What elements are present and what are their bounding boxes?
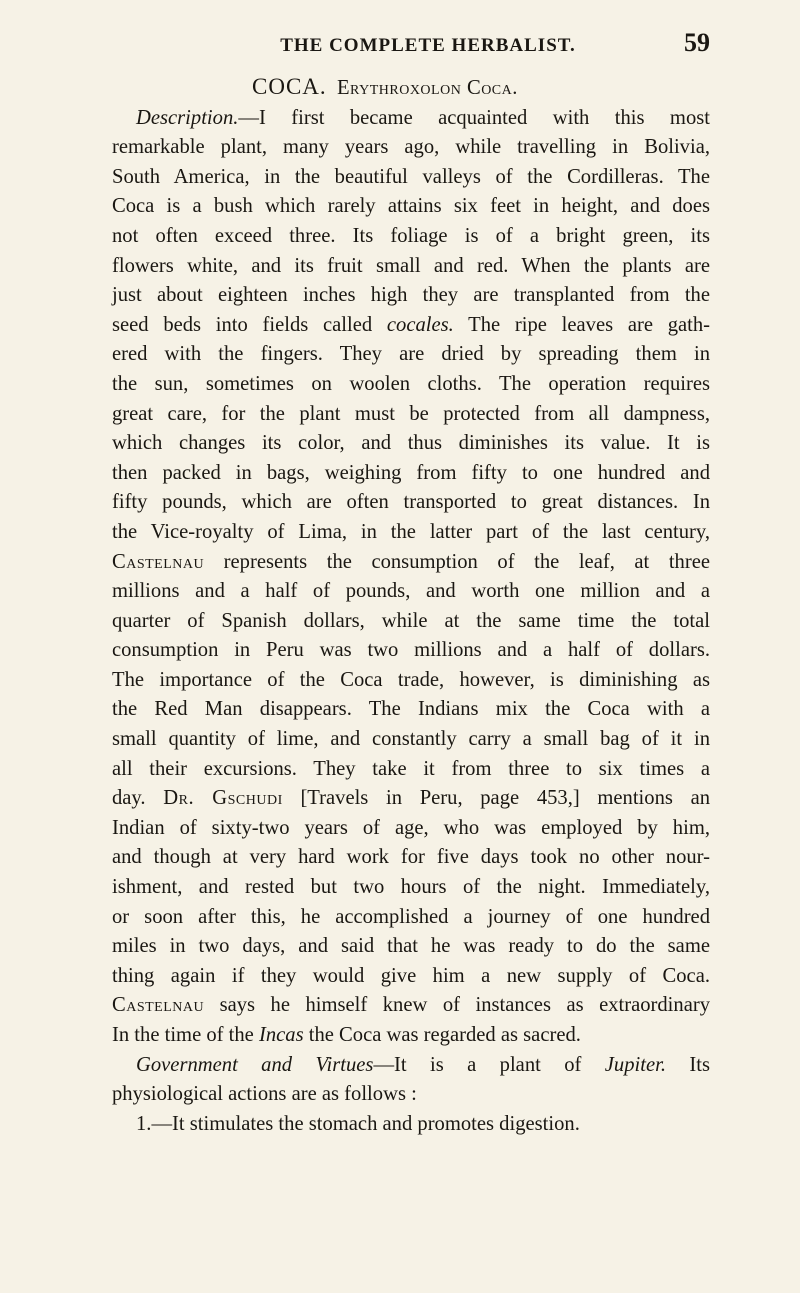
text-line: the sun, sometimes on woolen cloths. The operation requires — [112, 372, 710, 395]
description-paragraph — [112, 104, 710, 1051]
text-line: fifty pounds, which are often transported to great distances. In — [112, 491, 710, 514]
text-line: miles in two days, and said that he was ready to do the same — [112, 935, 710, 958]
text-line: South America, in the beautiful valleys of the Cordilleras. The — [112, 165, 710, 188]
page-number: 59 — [684, 28, 710, 57]
text-line: flowers white, and its fruit small and red. When the plants are — [112, 254, 710, 277]
entry-heading — [112, 72, 710, 104]
text-line: Indian of sixty-two years of age, who was employed by him, — [112, 816, 710, 839]
page-body — [112, 72, 710, 1139]
entry-latin-name: Erythroxolon Coca. — [336, 77, 518, 99]
text-line: quarter of Spanish dollars, while at the same time the total — [112, 609, 710, 632]
text-line: The importance of the Coca trade, however, is diminishing as — [112, 668, 710, 691]
text-line: not often exceed three. Its foliage is of a bright green, its — [112, 224, 710, 247]
running-title: THE COMPLETE HERBALIST. — [280, 35, 576, 56]
section-label-government: Government and Virtues — [136, 1053, 374, 1076]
term-cocales: cocales. — [386, 313, 454, 336]
author-castelnau: Castelnau — [112, 994, 205, 1017]
text-line: the Red Man disappears. The Indians mix the Coca with a — [112, 698, 710, 721]
text-line: then packed in bags, weighing from fifty to one hundred and — [112, 461, 710, 484]
text-line: and though at very hard work for five days took no other nour- — [112, 846, 710, 869]
text-line: just about eighteen inches high they are transplanted from the — [112, 284, 710, 307]
text-line: or soon after this, he accomplished a journey of one hundred — [112, 905, 710, 928]
text-line: In the time of the Incas the Coca was regarded as sacred. — [112, 1024, 581, 1046]
text-line: Castelnau represents the consumption of the leaf, at three — [112, 550, 710, 573]
government-paragraph — [112, 1051, 710, 1110]
text-line: Government and Virtues—It is a plant of Jupiter. Its — [136, 1053, 710, 1076]
text-line: small quantity of lime, and constantly carry a small bag of it in — [112, 728, 710, 751]
text-line: consumption in Peru was two millions and a half of dollars. — [112, 639, 710, 662]
text-line: Castelnau says he himself knew of instances as extraordinary — [112, 994, 710, 1017]
section-label-description: Description. — [136, 106, 239, 129]
text-line: ishment, and rested but two hours of the night. Immediately, — [112, 876, 710, 899]
author-gschudi: Dr. Gschudi — [163, 787, 283, 810]
text-line: seed beds into fields called cocales. The ripe leaves are gath- — [112, 313, 711, 336]
text-line: ered with the fingers. They are dried by spreading them in — [112, 343, 710, 366]
actions-list — [112, 1110, 710, 1140]
text-line: thing again if they would give him a new supply of Coca. — [112, 964, 710, 987]
text-line: all their excursions. They take it from three to six times a — [112, 757, 710, 780]
text-line: which changes its color, and thus diminishes its value. It is — [112, 432, 710, 455]
author-castelnau: Castelnau — [112, 550, 205, 573]
text-line: physiological actions are as follows : — [112, 1083, 417, 1106]
term-incas: Incas — [258, 1024, 304, 1046]
text-line: day. Dr. Gschudi [Travels in Peru, page 453,] mentions an — [112, 787, 711, 810]
text-line: remarkable plant, many years ago, while travelling in Bolivia, — [112, 136, 710, 159]
term-jupiter: Jupiter. — [604, 1053, 666, 1076]
running-head — [112, 28, 710, 72]
text-line: the Vice-royalty of Lima, in the latter part of the last century, — [112, 520, 710, 543]
text-line: Coca is a bush which rarely attains six feet in height, and does — [112, 195, 710, 218]
entry-title: COCA. — [252, 74, 327, 99]
text-line: millions and a half of pounds, and worth one million and a — [112, 580, 710, 603]
text-line: great care, for the plant must be protected from all dampness, — [112, 402, 710, 425]
list-item: 1.—It stimulates the stomach and promotes digestion. — [136, 1112, 580, 1135]
text-line: Description.—I first became acquainted with this most — [136, 106, 710, 129]
